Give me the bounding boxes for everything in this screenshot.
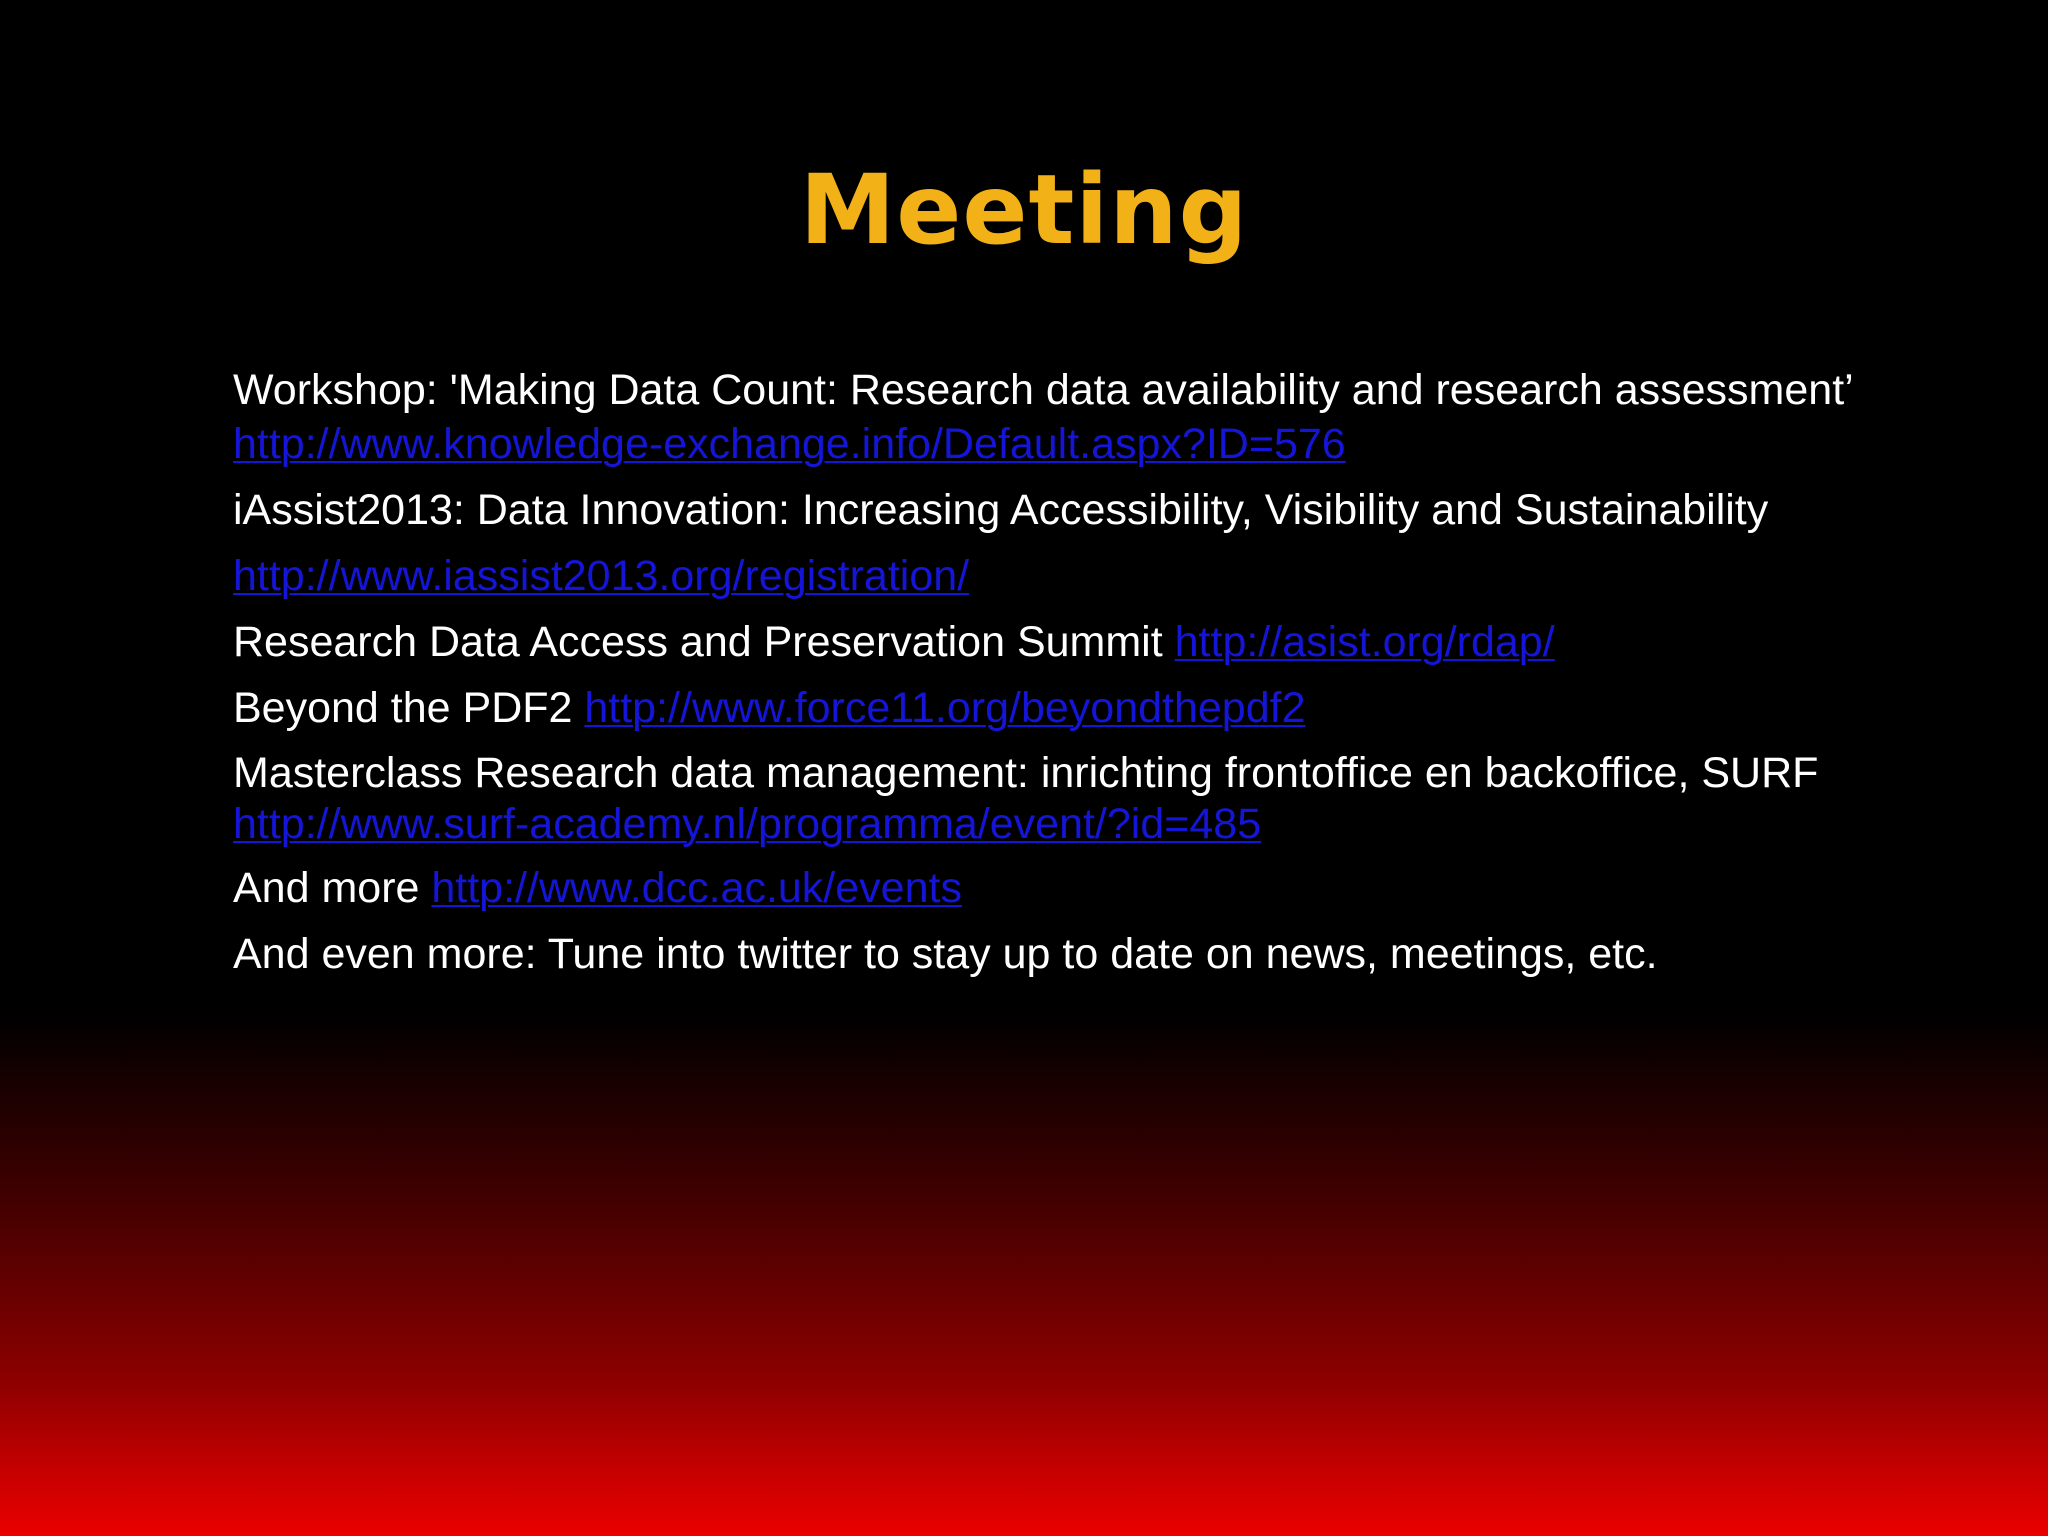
item-text: And even more: Tune into twitter to stay up to date on news, meetings, etc. [233, 930, 1658, 978]
list-item-iassist [233, 483, 2033, 537]
meeting-list [233, 363, 2033, 993]
item-text: Research Data Access and Preservation Summit [233, 618, 1175, 666]
list-item-workshop [233, 363, 2033, 417]
item-text: Beyond the PDF2 [233, 684, 585, 732]
dcc-events-link[interactable]: http://www.dcc.ac.uk/events [431, 864, 962, 912]
list-item-masterclass-link-line [233, 799, 2033, 849]
item-text: Masterclass Research data management: inrichting frontoffice en backoffice, SURF [233, 749, 1819, 797]
list-item-workshop-link-line [233, 417, 2033, 471]
force11-link[interactable]: http://www.force11.org/beyondthepdf2 [584, 684, 1306, 732]
list-item-rdap [233, 615, 2033, 669]
list-item-beyond-pdf [233, 681, 2033, 735]
surf-academy-link[interactable]: http://www.surf-academy.nl/programma/event/?id=485 [233, 800, 1262, 848]
item-text: And more [233, 864, 432, 912]
iassist-link[interactable]: http://www.iassist2013.org/registration/ [233, 552, 970, 600]
item-text: iAssist2013: Data Innovation: Increasing Accessibility, Visibility and Sustainability [233, 486, 1769, 534]
list-item-masterclass [233, 747, 2033, 799]
item-text: Workshop: 'Making Data Count: Research data availability and research assessment’ [233, 366, 1854, 414]
list-item-iassist-link-line [233, 549, 2033, 603]
workshop-link[interactable]: http://www.knowledge-exchange.info/Default.aspx?ID=576 [233, 420, 1346, 468]
rdap-link[interactable]: http://asist.org/rdap/ [1174, 618, 1555, 666]
list-item-and-more [233, 861, 2033, 915]
list-item-even-more [233, 927, 2033, 981]
slide-title: Meeting [799, 154, 1249, 266]
